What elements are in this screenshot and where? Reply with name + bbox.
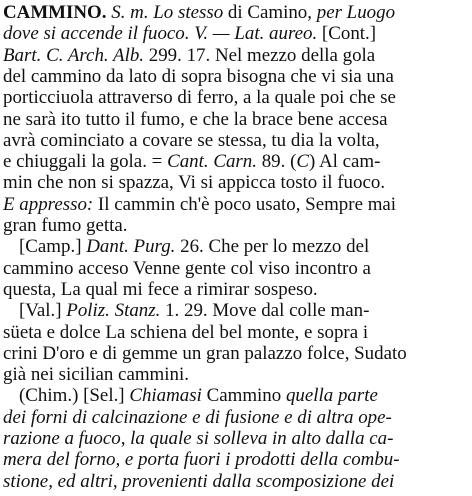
text-run: per Luogo	[316, 2, 396, 23]
entry-line	[3, 2, 467, 24]
text-run: Chiamasi	[129, 385, 207, 407]
text-run: avrà cominciato a covare se stessa, tu dia la volta,	[3, 129, 380, 151]
text-run: e chiuggali la gola. =	[3, 151, 168, 173]
text-run: 26. Che per lo mezzo del	[180, 236, 370, 258]
text-run: questa, La qual mi fece a rimirar sospeso.	[3, 278, 318, 300]
entry-line	[3, 151, 467, 173]
text-run: 299. 17. Nel mezzo della gola	[148, 44, 376, 66]
text-run: del cammino da lato di sopra bisogna che vi sia una	[3, 65, 394, 87]
entry-line	[3, 87, 467, 109]
text-run: Cant. Carn.	[167, 151, 262, 173]
text-run: E appresso:	[3, 193, 98, 215]
text-run: stione, ed altri, provenienti dalla scomposizione dei	[3, 470, 395, 492]
text-run: 1. 29. Move dal colle man-	[165, 300, 370, 322]
text-run: crini D'oro e di gemme un gran palazzo folce, Sudato	[3, 342, 407, 364]
text-run: dove si accende il fuoco. V. — Lat. aureo.	[3, 23, 322, 45]
entry-line	[3, 66, 467, 88]
text-run: porticciuola attraverso di ferro, a la quale poi che se	[3, 87, 396, 109]
text-run: mera del forno, e porta fuori i prodotti della combu-	[3, 449, 400, 471]
text-run: [Val.]	[19, 300, 67, 322]
text-run: Il cammin ch'è poco usato, Sempre mai	[97, 193, 397, 215]
entry-line	[3, 322, 467, 344]
entry-line	[3, 45, 467, 67]
text-run: Dant. Purg.	[86, 236, 181, 258]
text-run: Poliz. Stanz.	[66, 300, 166, 322]
entry-line	[3, 428, 467, 450]
entry-line	[19, 385, 467, 407]
entry-line	[3, 23, 467, 45]
text-run: di Camino,	[227, 2, 317, 23]
entry-line	[3, 471, 467, 493]
text-run: cammino acceso Venne gente col viso incontro a	[3, 257, 371, 279]
text-run: ) Al cam-	[309, 151, 381, 173]
text-run: gran fumo getta.	[3, 215, 128, 236]
entry-line	[3, 130, 467, 152]
text-run: süeta e dolce La schiena del bel monte, e sopra i	[3, 321, 369, 343]
text-run: dei forni di calcinazione e di fusione e di altra ope-	[3, 406, 392, 428]
text-run: quella parte	[285, 385, 378, 407]
text-run: min che non si spazza, Vi si appicca tosto il fuoco.	[3, 172, 386, 194]
entry-line	[3, 343, 467, 365]
entry-line	[3, 258, 467, 280]
dictionary-entry	[3, 2, 469, 494]
text-run: Bart. C. Arch. Alb.	[3, 44, 149, 66]
text-run: razione a fuoco, la quale si solleva in alto dalla ca-	[3, 428, 394, 449]
entry-line	[3, 194, 467, 216]
entry-line	[3, 407, 467, 429]
entry-line	[19, 300, 467, 322]
entry-line	[3, 449, 467, 471]
text-run: già nei sicilian cammini.	[3, 364, 189, 386]
text-run: ne sarà ito tutto il fumo, e che la brace bene accesa	[3, 108, 388, 130]
text-run: C	[296, 151, 310, 173]
entry-line	[3, 215, 467, 237]
text-run: 89. (	[261, 151, 297, 173]
entry-line	[3, 109, 467, 131]
text-run: [Camp.]	[19, 236, 87, 258]
text-run: [Cont.]	[321, 23, 377, 45]
entry-line	[19, 236, 467, 258]
entry-line	[3, 279, 467, 301]
text-run: CAMMINO.	[3, 2, 112, 23]
entry-line	[3, 364, 467, 386]
text-run: S. m. Lo stesso	[111, 2, 228, 23]
entry-line	[3, 172, 467, 194]
text-run: Cammino	[206, 385, 286, 407]
text-run: (Chim.) [Sel.]	[19, 385, 130, 407]
